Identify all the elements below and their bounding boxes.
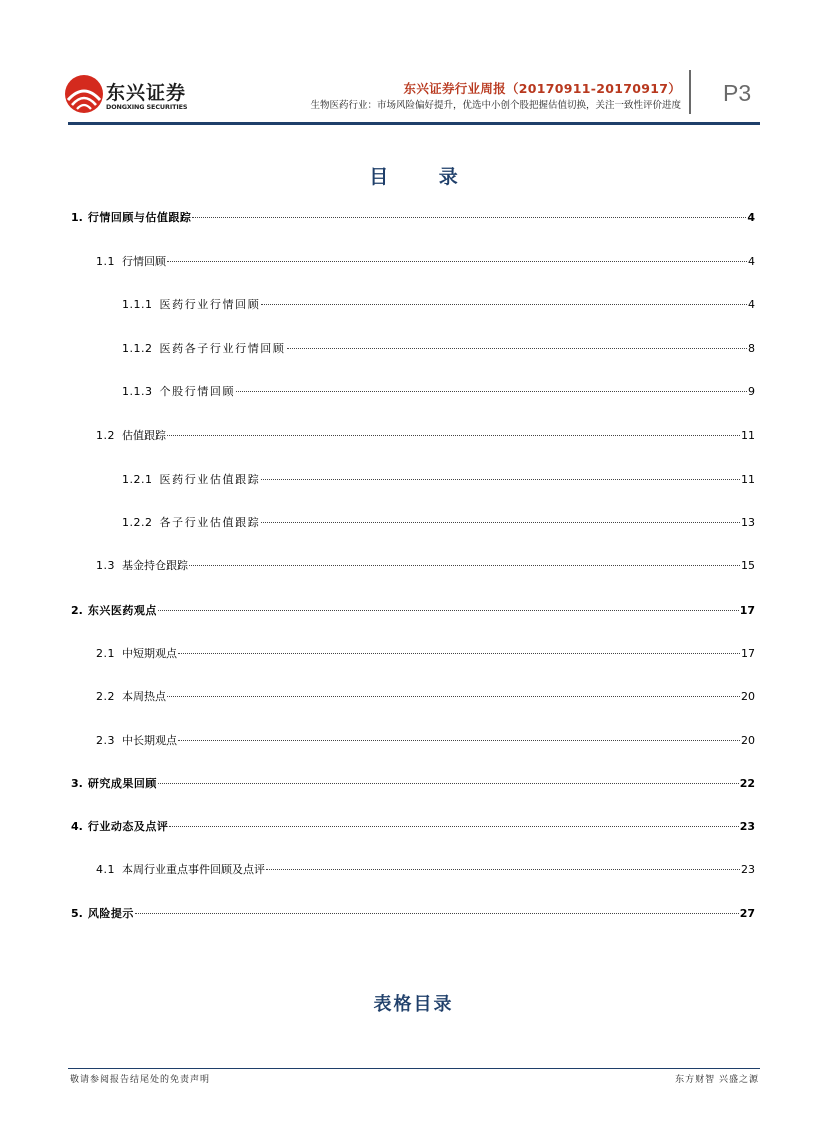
toc-entry[interactable] bbox=[96, 254, 755, 270]
toc-entry[interactable] bbox=[96, 428, 755, 444]
toc-entry-label: 行业动态及点评 bbox=[87, 820, 169, 833]
dongxing-logo-icon bbox=[64, 74, 104, 114]
toc-entry-page: 9 bbox=[748, 385, 755, 398]
toc-entry-number: 4.1 bbox=[96, 863, 115, 876]
toc-dot-leader bbox=[158, 783, 739, 784]
toc-entry-page: 15 bbox=[741, 559, 755, 572]
toc-entry-label: 本周热点 bbox=[122, 690, 166, 703]
toc-entry-page: 22 bbox=[739, 777, 755, 790]
toc-entry[interactable] bbox=[71, 776, 755, 792]
toc-dot-leader bbox=[189, 565, 740, 566]
toc-dot-leader bbox=[236, 391, 747, 392]
header-rule bbox=[68, 122, 760, 125]
toc-dot-leader bbox=[261, 479, 740, 480]
toc-entry-number: 1. bbox=[71, 211, 83, 224]
toc-entry-label: 医药行业行情回顾 bbox=[159, 298, 261, 311]
toc-entry[interactable] bbox=[122, 384, 755, 400]
toc-entry[interactable] bbox=[96, 862, 755, 878]
toc-dot-leader bbox=[167, 261, 747, 262]
report-subtitle: 生物医药行业：市场风险偏好提升，优选中小创个股把握估值切换，关注一致性评价进度 bbox=[310, 100, 681, 111]
toc-entry-page: 11 bbox=[741, 429, 755, 442]
toc-entry[interactable] bbox=[96, 646, 755, 662]
toc-dot-leader bbox=[261, 522, 740, 523]
toc-dot-leader bbox=[261, 304, 747, 305]
toc-entry[interactable] bbox=[71, 906, 755, 922]
toc-entry[interactable] bbox=[71, 210, 755, 226]
toc-entry-label: 个股行情回顾 bbox=[159, 385, 236, 398]
toc-entry-number: 2.2 bbox=[96, 690, 115, 703]
toc-dot-leader bbox=[266, 869, 740, 870]
toc-entry-label: 医药行业估值跟踪 bbox=[159, 473, 261, 486]
toc-entry-page: 20 bbox=[741, 734, 755, 747]
toc-entry-page: 4 bbox=[747, 211, 755, 224]
toc-entry-label: 基金持仓跟踪 bbox=[122, 559, 188, 572]
footer-slogan: 东方财智 兴盛之源 bbox=[675, 1075, 759, 1085]
toc-entry-label: 医药各子行业行情回顾 bbox=[159, 342, 286, 355]
toc-entry-label: 行情回顾与估值跟踪 bbox=[87, 211, 192, 224]
toc-entry-page: 4 bbox=[748, 298, 755, 311]
toc-entry-label: 中短期观点 bbox=[122, 647, 177, 660]
toc-entry-page: 23 bbox=[741, 863, 755, 876]
toc-entry-page: 17 bbox=[739, 604, 755, 617]
toc-entry-label: 各子行业估值跟踪 bbox=[159, 516, 261, 529]
toc-dot-leader bbox=[167, 435, 740, 436]
toc-entry-number: 1.1 bbox=[96, 255, 115, 268]
toc-dot-leader bbox=[178, 653, 740, 654]
toc-dot-leader bbox=[169, 826, 738, 827]
toc-entry[interactable] bbox=[122, 515, 755, 531]
toc-entry-label: 估值跟踪 bbox=[122, 429, 166, 442]
toc-entry-number: 1.2.1 bbox=[122, 473, 153, 486]
toc-dot-leader bbox=[178, 740, 740, 741]
toc-entry-page: 23 bbox=[739, 820, 755, 833]
toc-dot-leader bbox=[158, 610, 739, 611]
toc-entry-page: 20 bbox=[741, 690, 755, 703]
toc-entry-number: 1.1.1 bbox=[122, 298, 153, 311]
toc-entry-page: 8 bbox=[748, 342, 755, 355]
toc-entry-label: 东兴医药观点 bbox=[87, 604, 157, 617]
toc-entry-number: 1.2.2 bbox=[122, 516, 153, 529]
toc-entry-number: 2.1 bbox=[96, 647, 115, 660]
toc-entry[interactable] bbox=[96, 558, 755, 574]
toc-entry-label: 中长期观点 bbox=[122, 734, 177, 747]
footer-rule bbox=[68, 1068, 760, 1069]
toc-entry-page: 11 bbox=[741, 473, 755, 486]
toc-entry-number: 3. bbox=[71, 777, 83, 790]
logo-chinese-name: 东兴证券 bbox=[106, 82, 187, 104]
toc-entry-page: 13 bbox=[741, 516, 755, 529]
report-title: 东兴证券行业周报（20170911-20170917） bbox=[403, 81, 681, 96]
toc-dot-leader bbox=[167, 696, 740, 697]
toc-entry-page: 4 bbox=[748, 255, 755, 268]
toc-entry-page: 27 bbox=[739, 907, 755, 920]
toc-entry[interactable] bbox=[122, 297, 755, 313]
toc-entry-number: 4. bbox=[71, 820, 83, 833]
toc-entry-number: 5. bbox=[71, 907, 83, 920]
company-logo bbox=[64, 74, 194, 118]
toc-entry-page: 17 bbox=[741, 647, 755, 660]
toc-entry-label: 研究成果回顾 bbox=[87, 777, 157, 790]
toc-entry-number: 2.3 bbox=[96, 734, 115, 747]
toc-dot-leader bbox=[287, 348, 748, 349]
toc-title: 目 录 bbox=[369, 166, 480, 188]
footer-disclaimer: 敬请参阅报告结尾处的免责声明 bbox=[70, 1075, 211, 1085]
toc-entry-number: 1.3 bbox=[96, 559, 115, 572]
toc-entry[interactable] bbox=[71, 603, 755, 619]
toc-dot-leader bbox=[192, 217, 746, 218]
toc-entry[interactable] bbox=[96, 689, 755, 705]
toc-entry[interactable] bbox=[96, 733, 755, 749]
toc-entry-number: 1.1.2 bbox=[122, 342, 153, 355]
toc-dot-leader bbox=[135, 913, 739, 914]
page-number: P3 bbox=[723, 80, 752, 106]
logo-english-name: DONGXING SECURITIES bbox=[106, 103, 188, 111]
toc-entry-number: 2. bbox=[71, 604, 83, 617]
toc-entry-number: 1.1.3 bbox=[122, 385, 153, 398]
toc-entry[interactable] bbox=[71, 819, 755, 835]
page-header bbox=[0, 0, 827, 130]
toc-entry-label: 风险提示 bbox=[87, 907, 134, 920]
toc-entry-label: 行情回顾 bbox=[122, 255, 166, 268]
table-list-title: 表格目录 bbox=[373, 994, 454, 1015]
header-divider bbox=[689, 70, 691, 114]
toc-entry-number: 1.2 bbox=[96, 429, 115, 442]
toc-entry[interactable] bbox=[122, 341, 755, 357]
toc-entry[interactable] bbox=[122, 472, 755, 488]
toc-entry-label: 本周行业重点事件回顾及点评 bbox=[122, 863, 265, 876]
